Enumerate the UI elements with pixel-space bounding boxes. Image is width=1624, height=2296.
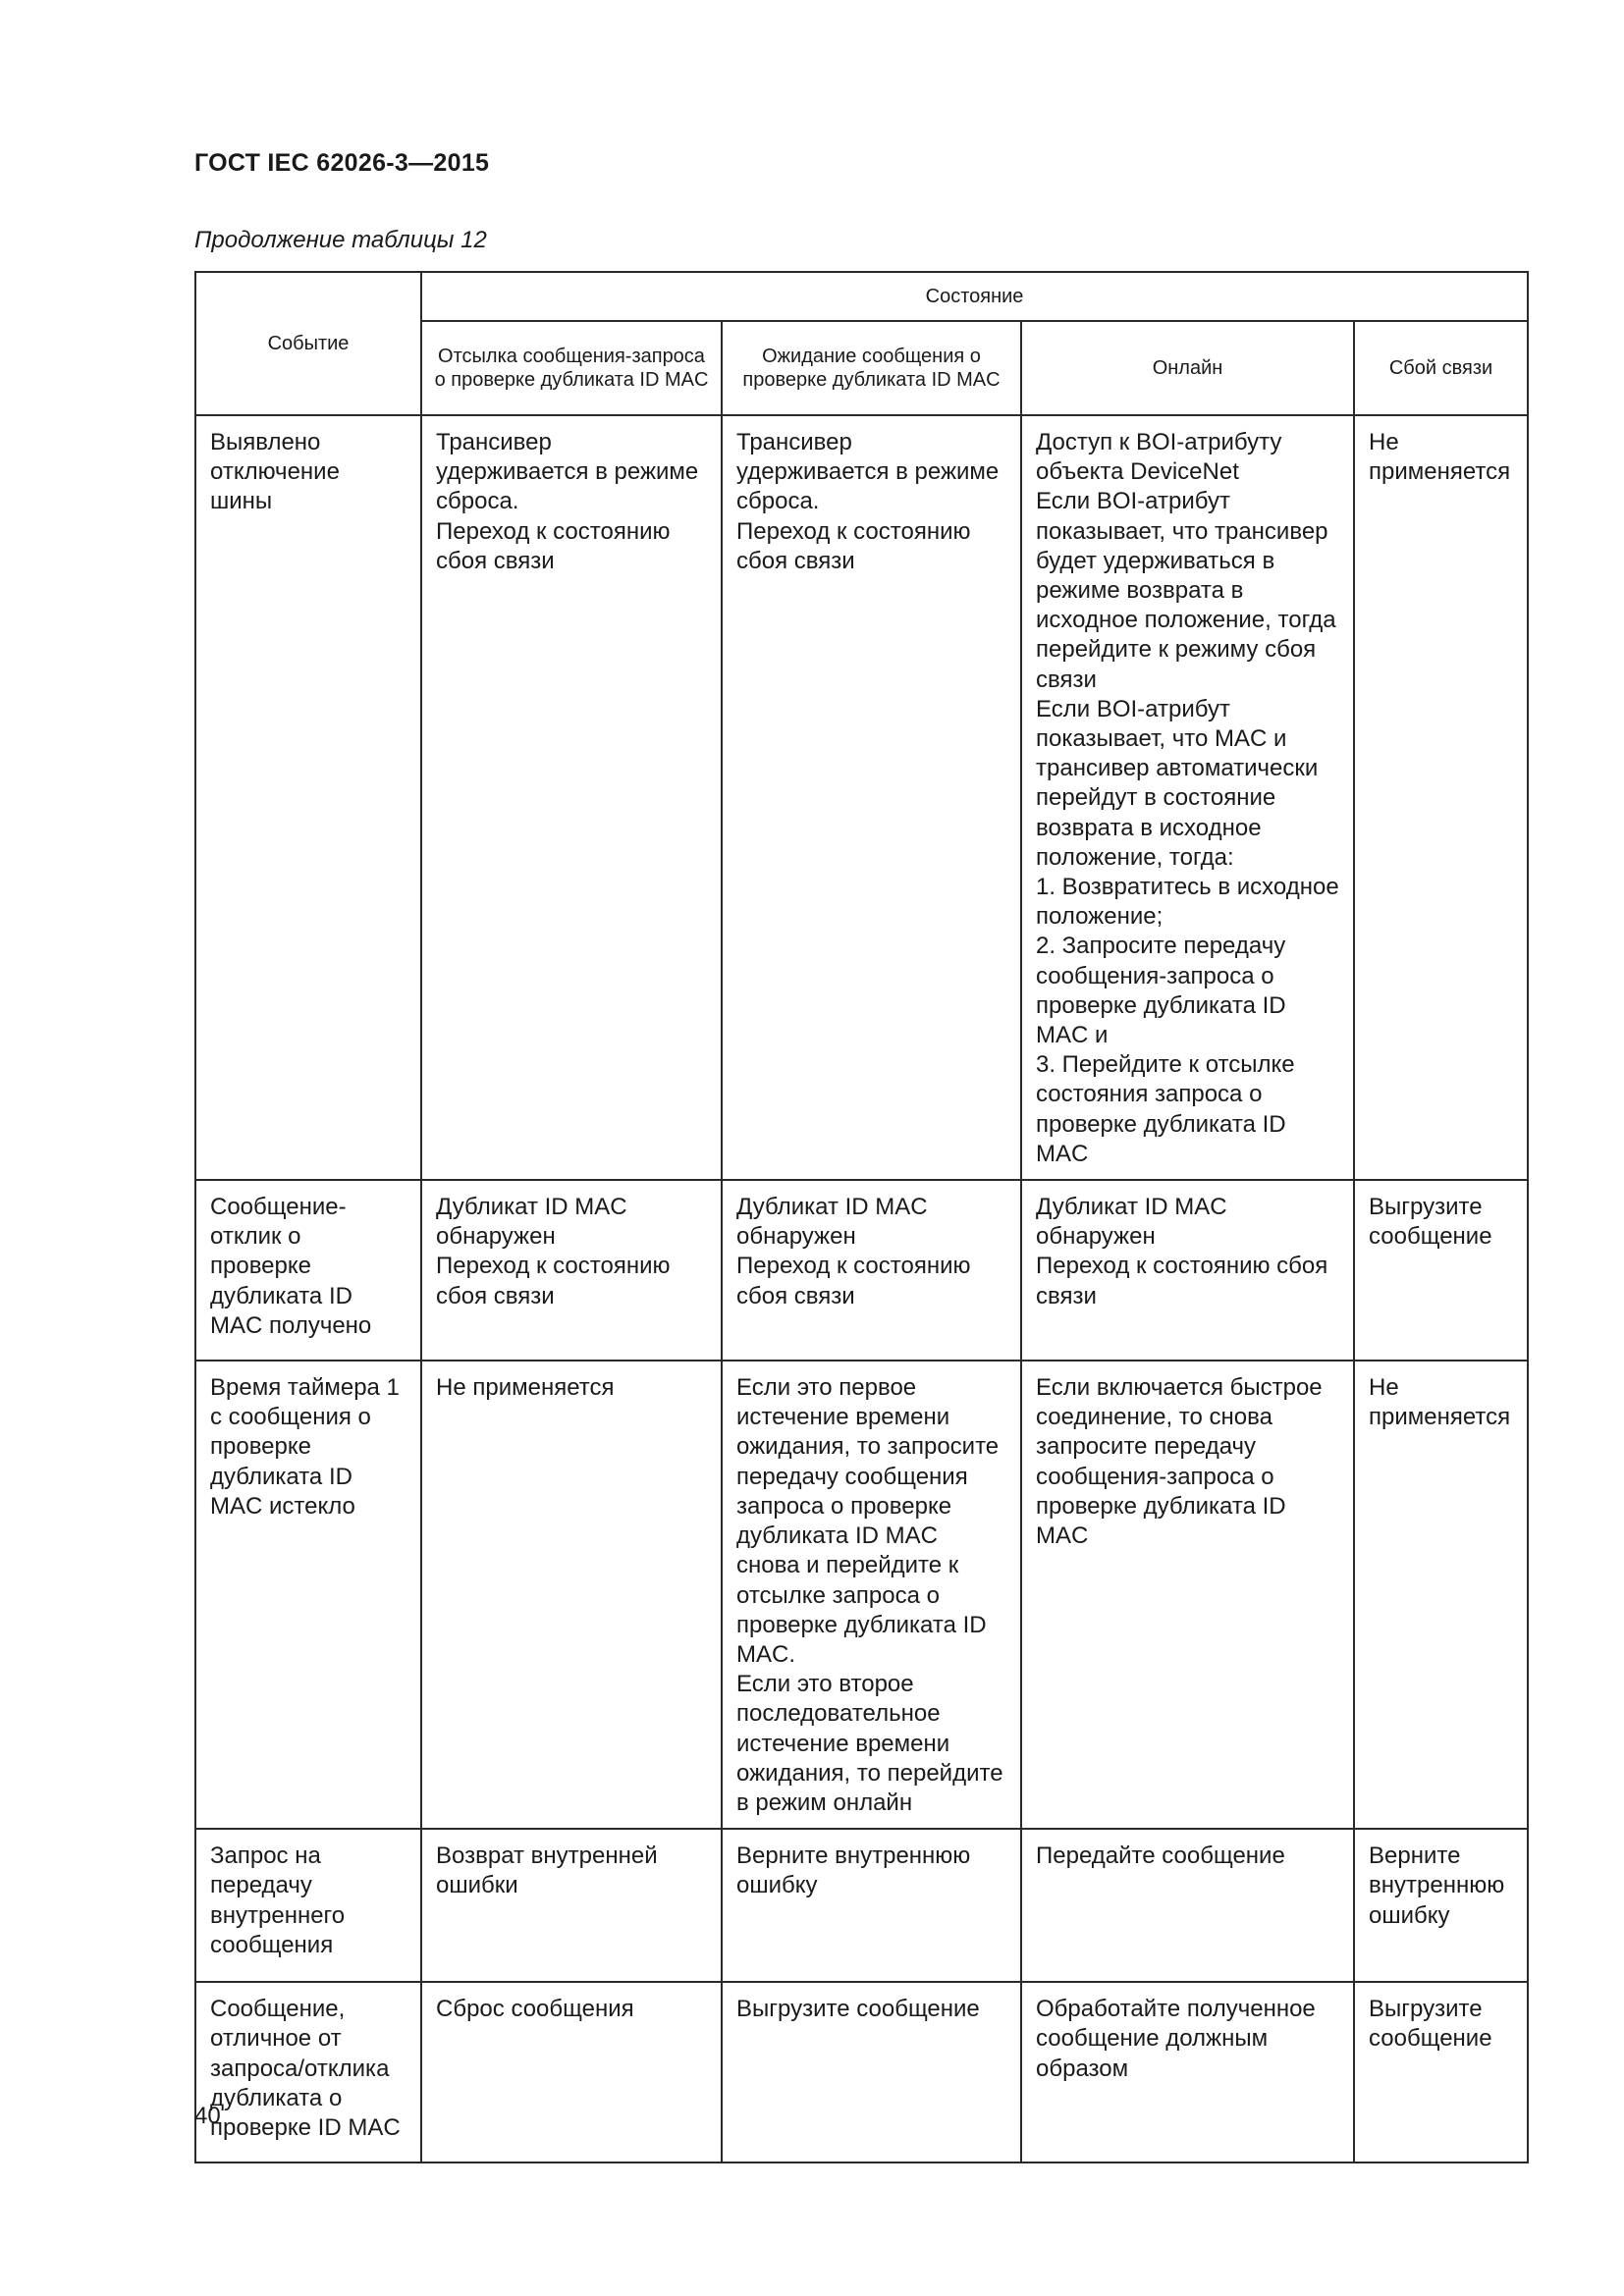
state-cell — [1021, 1180, 1354, 1361]
table-row — [195, 1829, 1528, 1982]
cell-text: Не применяется — [1369, 1374, 1511, 1431]
cell-text: Если включается быстрое соединение, то снова запросите передачу сообщения-запроса о проверке дубликата ID MAC — [1036, 1374, 1323, 1550]
state-cell — [1354, 1982, 1528, 2163]
cell-text: Возврат внутренней ошибки — [436, 1842, 658, 1899]
header-state: Состояние — [421, 272, 1528, 321]
cell-text: Верните внутреннюю ошибку — [1369, 1842, 1505, 1929]
cell-text: Сообщение-отклик о проверке дубликата ID MAC получено — [210, 1194, 372, 1339]
event-cell — [195, 1180, 421, 1361]
event-cell — [195, 1361, 421, 1829]
cell-text: Верните внутреннюю ошибку — [736, 1842, 971, 1899]
cell-text: Если BOI-атрибут показывает, что MAC и трансивер автоматически перейдут в состояние возврата в исходное положение, тогда: — [1036, 695, 1319, 871]
cell-text: Выгрузите сообщение — [1369, 1996, 1492, 2053]
event-cell — [195, 415, 421, 1180]
cell-text: Переход к состоянию сбоя связи — [436, 1253, 671, 1309]
cell-text: Переход к состоянию сбоя связи — [736, 1253, 971, 1309]
cell-text: Сообщение, отличное от запроса/отклика дубликата о проверке ID MAC — [210, 1996, 401, 2141]
cell-text: Переход к состоянию сбоя связи — [736, 517, 971, 574]
state-cell — [421, 1180, 722, 1361]
state-cell — [1021, 1829, 1354, 1982]
state-cell — [421, 1829, 722, 1982]
state-cell — [1354, 1361, 1528, 1829]
state-cell — [1354, 1829, 1528, 1982]
table-caption: Продолжение таблицы 12 — [194, 227, 487, 253]
table-row — [195, 1982, 1528, 2163]
cell-text: Сброс сообщения — [436, 1996, 634, 2023]
state-cell — [1354, 1180, 1528, 1361]
event-cell — [195, 1982, 421, 2163]
cell-text: Если это первое истечение времени ожидания, то запросите передачу сообщения запроса о проверке дубликата ID MAC снова и перейдите к отсылке запроса о проверке дубликата ID MAC. — [736, 1374, 1000, 1668]
cell-text: Если это второе последовательное истечение времени ожидания, то перейдите в режим онлайн — [736, 1671, 1003, 1816]
state-cell — [722, 1982, 1021, 2163]
document-header: ГОСТ IEC 62026-3—2015 — [194, 149, 490, 177]
cell-text: Переход к состоянию сбоя связи — [1036, 1253, 1328, 1309]
header-col-wait-response: Ожидание сообщения о проверке дубликата ID MAC — [722, 321, 1021, 415]
state-cell — [1021, 415, 1354, 1180]
state-cell — [421, 415, 722, 1180]
state-cell — [722, 415, 1021, 1180]
cell-text: Не применяется — [1369, 429, 1511, 486]
event-cell — [195, 1829, 421, 1982]
cell-text: Выгрузите сообщение — [736, 1996, 980, 2023]
state-cell — [1021, 1982, 1354, 2163]
cell-text: Не применяется — [436, 1374, 615, 1402]
cell-text: Доступ к BOI-атрибуту объекта DeviceNet — [1036, 429, 1282, 486]
cell-text: Дубликат ID MAC обнаружен — [436, 1194, 627, 1251]
header-col-send-request: Отсылка сообщения-запроса о проверке дубликата ID MAC — [421, 321, 722, 415]
state-cell — [722, 1829, 1021, 1982]
cell-text: Выявлено отключение шины — [210, 429, 340, 515]
state-cell — [1021, 1361, 1354, 1829]
cell-text: 2. Запросите передачу сообщения-запроса о проверке дубликата ID MAC и — [1036, 933, 1286, 1049]
table-row — [195, 1180, 1528, 1361]
cell-text: Трансивер удерживается в режиме сброса. — [436, 429, 699, 515]
state-table — [194, 271, 1529, 2163]
header-event: Событие — [195, 272, 421, 415]
state-cell — [1354, 415, 1528, 1180]
state-cell — [722, 1361, 1021, 1829]
header-col-online: Онлайн — [1021, 321, 1354, 415]
page-number: 40 — [194, 2103, 221, 2129]
cell-text: Трансивер удерживается в режиме сброса. — [736, 429, 1000, 515]
cell-text: Передайте сообщение — [1036, 1842, 1285, 1870]
cell-text: Дубликат ID MAC обнаружен — [736, 1194, 928, 1251]
cell-text: Если BOI-атрибут показывает, что трансивер будет удерживаться в режиме возврата в исходное положение, тогда перейдите к режиму сбоя связи — [1036, 488, 1336, 693]
cell-text: Обработайте полученное сообщение должным образом — [1036, 1996, 1316, 2082]
state-cell — [421, 1361, 722, 1829]
cell-text: Время таймера 1 с сообщения о проверке дубликата ID MAC истекло — [210, 1374, 400, 1520]
cell-text: 3. Перейдите к отсылке состояния запроса о проверке дубликата ID MAC — [1036, 1051, 1295, 1167]
cell-text: Выгрузите сообщение — [1369, 1194, 1492, 1251]
cell-text: 1. Возвратитесь в исходное положение; — [1036, 874, 1339, 931]
state-cell — [421, 1982, 722, 2163]
table-row — [195, 1361, 1528, 1829]
table-row — [195, 415, 1528, 1180]
state-cell — [722, 1180, 1021, 1361]
header-col-comm-fault: Сбой связи — [1354, 321, 1528, 415]
cell-text: Переход к состоянию сбоя связи — [436, 517, 671, 574]
cell-text: Запрос на передачу внутреннего сообщения — [210, 1842, 346, 1958]
cell-text: Дубликат ID MAC обнаружен — [1036, 1194, 1227, 1251]
